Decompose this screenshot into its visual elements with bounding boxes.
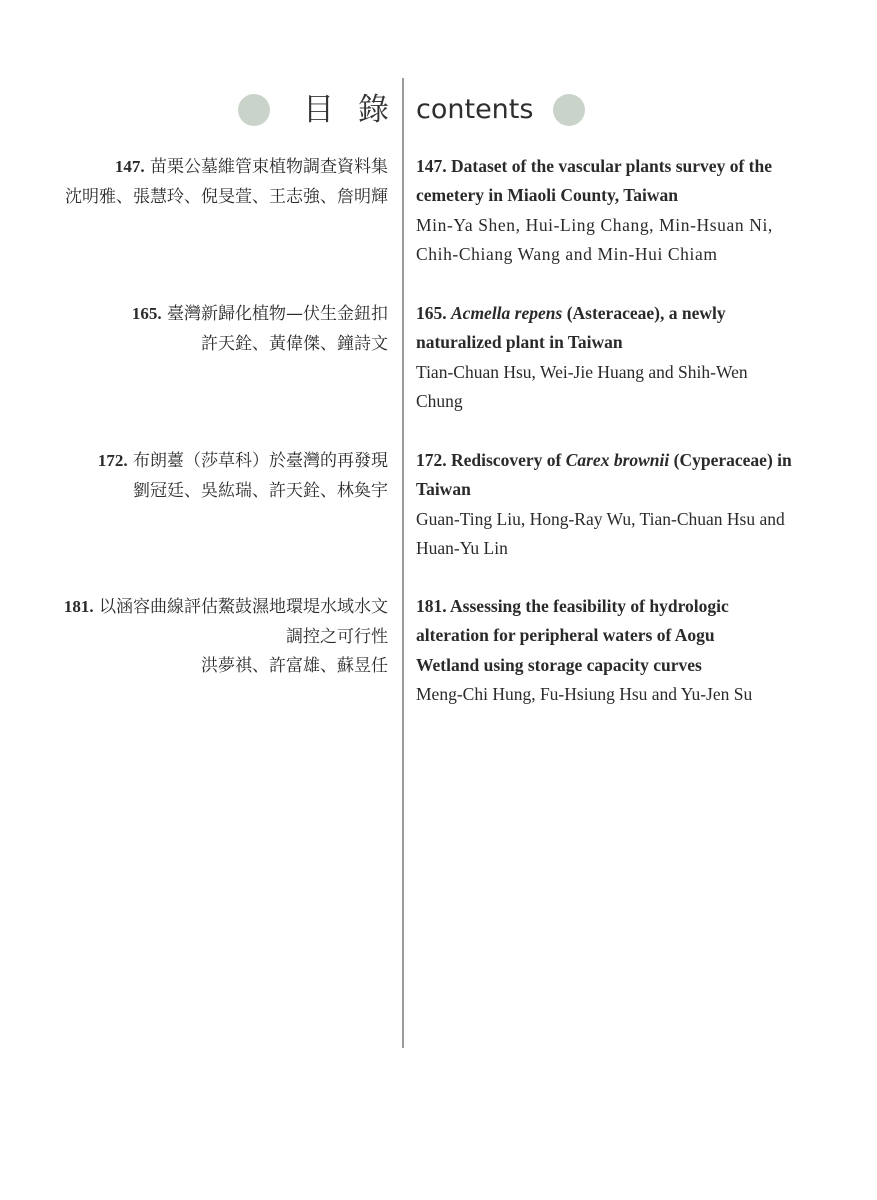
- zh-authors: 許天銓、黃偉傑、鐘詩文: [201, 333, 388, 354]
- en-title: (Asteraceae), a newly naturalized plant in Taiwan: [416, 303, 726, 353]
- column-divider: [402, 78, 404, 1048]
- en-authors: Guan-Ting Liu, Hong-Ray Wu, Tian-Chuan Hsu and Huan-Yu Lin: [416, 508, 785, 558]
- page-number: 147.: [416, 156, 447, 176]
- page-number: 147.: [114, 157, 145, 176]
- toc-entry-zh-147[interactable]: [65, 152, 388, 212]
- en-authors: Meng-Chi Hung, Fu-Hsiung Hsu and Yu-Jen Su: [416, 683, 753, 704]
- page-number: 181.: [416, 596, 447, 616]
- page-number: 165.: [416, 303, 447, 323]
- zh-authors: 劉冠廷、吳紘瑞、許天銓、林奐宇: [133, 480, 388, 501]
- zh-title: 臺灣新歸化植物—伏生金鈕扣: [167, 304, 388, 324]
- decorative-circle-left: [238, 94, 270, 126]
- en-title-species: Acmella repens: [451, 303, 563, 323]
- en-title: Rediscovery of: [451, 450, 566, 470]
- en-title-rest: (Cyperaceae) in Taiwan: [416, 450, 792, 500]
- zh-title-continued: 調控之可行性: [286, 626, 388, 647]
- en-authors: Tian-Chuan Hsu, Wei-Jie Huang and Shih-Wen Chung: [416, 361, 748, 411]
- zh-title: 苗栗公墓維管束植物調查資料集: [150, 157, 388, 177]
- zh-authors: 洪夢祺、許富雄、蘇昱任: [201, 656, 388, 676]
- heading-english: contents: [416, 94, 534, 125]
- page-number: 172.: [97, 451, 128, 470]
- toc-entry-en-165[interactable]: [416, 299, 796, 416]
- en-authors: Min-Ya Shen, Hui-Ling Chang, Min-Hsuan Ni, Chih-Chiang Wang and Min-Hui Chiam: [416, 214, 773, 264]
- en-title: Assessing the feasibility of hydrologic alteration for peripheral waters of Aogu Wetland using storage capacity curves: [416, 596, 729, 675]
- en-title: Dataset of the vascular plants survey of the cemetery in Miaoli County, Taiwan: [416, 156, 772, 206]
- zh-title: 布朗薹（莎草科）於臺灣的再發現: [133, 451, 388, 471]
- toc-entry-en-181[interactable]: [416, 592, 796, 709]
- toc-entry-en-147[interactable]: [416, 152, 796, 269]
- toc-entry-zh-172[interactable]: [98, 446, 388, 506]
- page-number: 172.: [416, 450, 447, 470]
- toc-entry-zh-181[interactable]: [64, 592, 388, 682]
- decorative-circle-right: [553, 94, 585, 126]
- toc-entry-en-172[interactable]: [416, 446, 796, 563]
- zh-authors: 沈明雅、張慧玲、倪旻萱、王志強、詹明輝: [65, 186, 388, 207]
- page-number: 181.: [63, 597, 94, 616]
- en-title-species: Carex brownii: [565, 450, 670, 470]
- zh-title: 以涵容曲線評估鰲鼓濕地環堤水域水文: [99, 597, 388, 617]
- page-number: 165.: [131, 304, 162, 323]
- toc-entry-zh-165[interactable]: [132, 299, 388, 359]
- heading-chinese: 目錄: [303, 92, 413, 128]
